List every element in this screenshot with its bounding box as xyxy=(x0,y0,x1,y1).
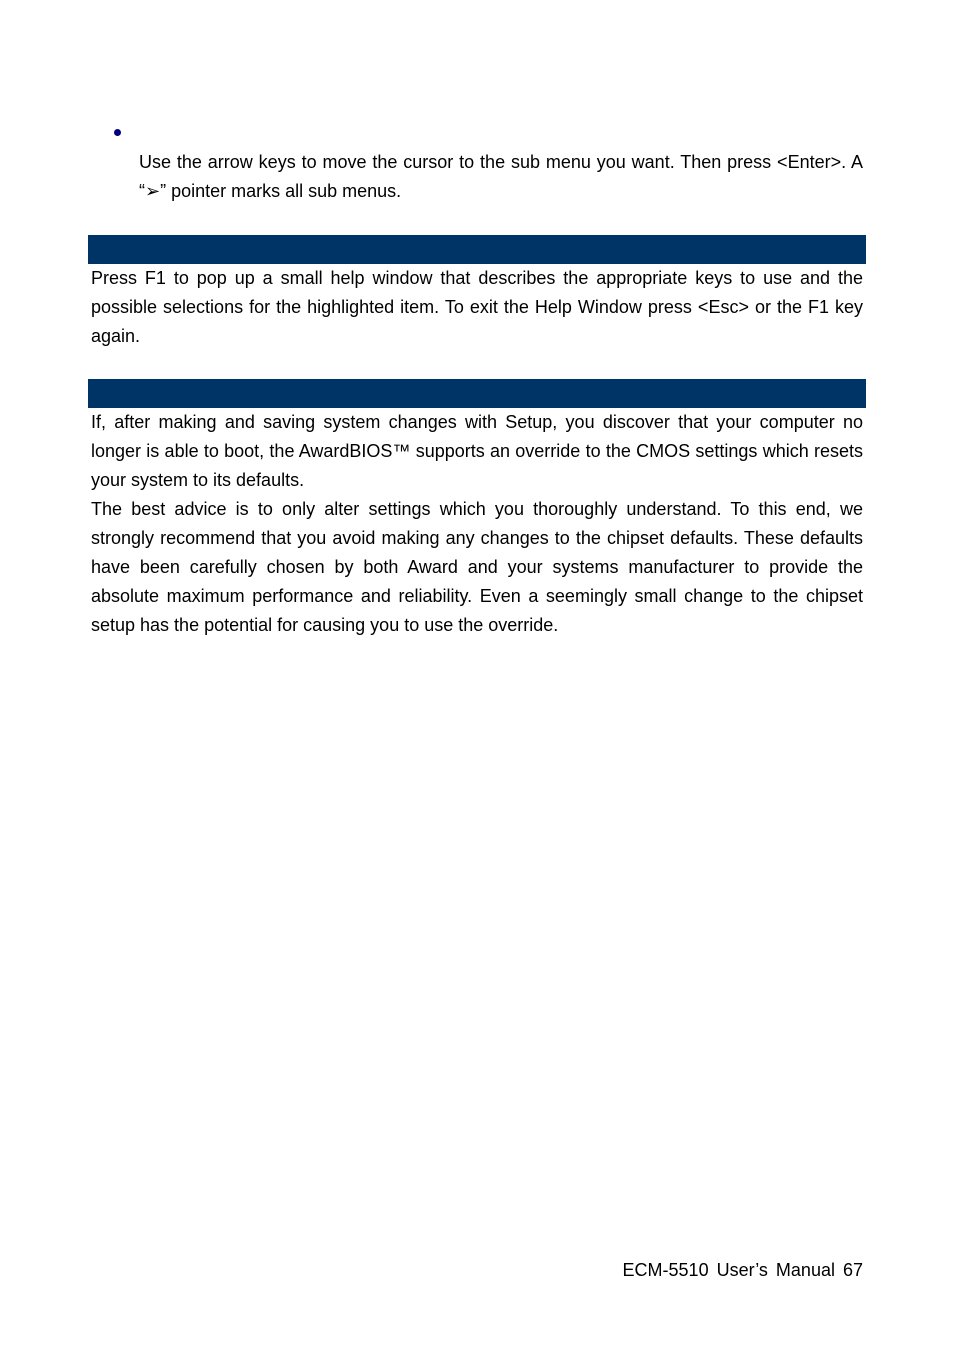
section-bar-failure xyxy=(88,379,866,408)
failure-paragraph-1: If, after making and saving system changes with Setup, you discover that your computer no longer is able to boot, the AwardBIOS™ supports an override to the CMOS settings which resets your system to its defaults. xyxy=(91,412,863,490)
page-footer: ECM-5510 User’s Manual 67 xyxy=(622,1260,863,1280)
help-paragraph: Press F1 to pop up a small help window that describes the appropriate keys to use and the possible selections for the highlighted item. To exit the Help Window press <Esc> or the F1 key again. xyxy=(91,268,863,346)
submenu-paragraph: Use the arrow keys to move the cursor to the sub menu you want. Then press <Enter>. A “➢” pointer marks all sub menus. xyxy=(139,152,863,201)
bullet-icon xyxy=(114,129,121,136)
failure-paragraph-2: The best advice is to only alter settings which you thoroughly understand. To this end, we strongly recommend that you avoid making any changes to the chipset defaults. These defaults have been carefully chosen by both Award and your systems manufacturer to provide the absolute maximum performance and reliability. Even a seemingly small change to the chipset setup has the potential for causing you to use the override. xyxy=(91,499,863,635)
section-bar-help xyxy=(88,235,866,264)
